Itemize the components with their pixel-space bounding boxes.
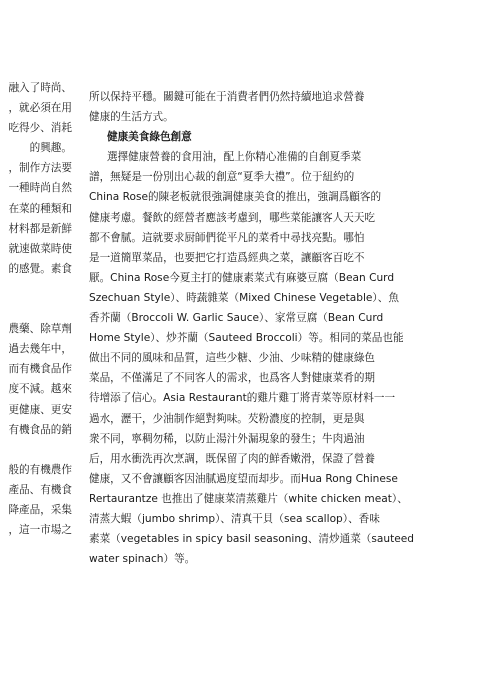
body-line: 都不會膩。這就要求厨師們從平凡的菜肴中尋找亮點。哪怕 <box>89 231 365 244</box>
body-line: Rertaurantze 也推出了健康菜清蒸雞片（white chicken meat）、 <box>89 492 408 505</box>
left-column-line: 一種時尚自然 <box>8 182 72 195</box>
body-line: China Rose的陳老板就很強調健康美食的推出，強調爲顧客的 <box>89 191 382 204</box>
body-line: 香芥蘭（Broccoli W. Garlic Sauce）、家常豆腐（Bean Curd <box>89 312 384 325</box>
left-column-line <box>0 440 72 460</box>
left-column-line: ，就必須在用 <box>8 102 72 115</box>
body-line: 清蒸大蝦（jumbo shrimp）、清真干貝（sea scallop）、香味 <box>89 512 380 525</box>
left-column-line: 吃得少、消耗 <box>8 122 72 135</box>
body-line: 后，用水衝洗再次烹調，既保留了肉的鮮香嫩滑，保證了營養 <box>89 452 376 465</box>
section-body <box>89 147 423 569</box>
body-line: Szechuan Style）、時蔬雜菜（Mixed Chinese Vegetable）、魚 <box>89 291 399 304</box>
left-column-line: 降產品，采集 <box>8 503 72 516</box>
left-column-line <box>0 279 72 299</box>
body-line: 菜品，不僅滿足了不同客人的需求，也爲客人對健康菜肴的期 <box>89 372 376 385</box>
left-column-line: 而有機食品作 <box>8 363 72 376</box>
body-line: 待增添了信心。Asia Restaurant的雞片雞丁將青菜等原材料一一 <box>89 392 396 405</box>
left-column-line: 產品、有機食 <box>8 483 72 496</box>
left-column-fragment <box>0 78 72 540</box>
body-line: 是一道簡單菜品，也要把它打造爲經典之菜，讓顧客百吃不 <box>89 251 365 264</box>
left-column-line: 在菜的種類和 <box>8 202 72 215</box>
left-column-line: 有機食品的銷 <box>8 423 72 436</box>
left-column-line <box>0 299 72 319</box>
body-line: 素菜（vegetables in spicy basil seasoning、清炒通菜（sauteed <box>89 533 415 546</box>
section-heading: 健康美食綠色創意 <box>107 131 192 144</box>
left-column-line: 更健康、更安 <box>8 403 72 416</box>
left-column-line: 的興趣。 <box>29 142 72 155</box>
body-line: 衆不同，寧稠勿稀，以防止湯汁外漏現象的發生；牛肉過油 <box>89 432 365 445</box>
left-column-line: 的感覺。素食 <box>8 262 72 275</box>
body-line: Home Style）、炒芥蘭（Sauteed Broccoli）等。相同的菜品也能 <box>89 332 404 345</box>
left-column-line: ，制作方法要 <box>8 162 72 175</box>
left-column-line: ，這一市場之 <box>8 524 72 537</box>
body-line: 過水，瀝干，少油制作絕對夠味。芡粉濃度的控制，更是與 <box>89 412 365 425</box>
left-column-line: 度不減。越來 <box>8 383 72 396</box>
body-line: 譜，無疑是一份別出心裁的創意“夏季大禮”。位于紐約的 <box>89 171 355 184</box>
left-column-line: 般的有機農作 <box>8 463 72 476</box>
body-line: 健康，又不會讓顧客因油膩過度望而却步。而Hua Rong Chinese <box>89 472 398 485</box>
left-column-line: 材料都是新鮮 <box>8 222 72 235</box>
body-line: 選擇健康營養的食用油，配上你精心准備的自創夏季菜 <box>107 151 362 164</box>
left-column-line: 就速做菜時使 <box>8 242 72 255</box>
left-column-line: 融入了時尚、 <box>8 82 72 94</box>
body-line: 健康考慮。餐飲的經營者應該考慮到，哪些菜能讓客人天天吃 <box>89 211 376 224</box>
left-column-line: 過去幾年中， <box>8 343 72 356</box>
left-column-line: 農藥、除草劑 <box>8 323 72 336</box>
body-line: water spinach）等。 <box>89 553 196 566</box>
right-column <box>89 87 423 569</box>
intro-line-1: 所以保持平穩。關鍵可能在于消費者們仍然持續地追求營養 <box>89 91 365 103</box>
intro-line-2: 健康的生活方式。 <box>89 111 174 124</box>
body-line: 做出不同的風味和品質，這些少糖、少油、少味精的健康綠色 <box>89 352 376 365</box>
body-line: 厭。China Rose今夏主打的健康素菜式有麻婆豆腐（Bean Curd <box>89 271 395 284</box>
